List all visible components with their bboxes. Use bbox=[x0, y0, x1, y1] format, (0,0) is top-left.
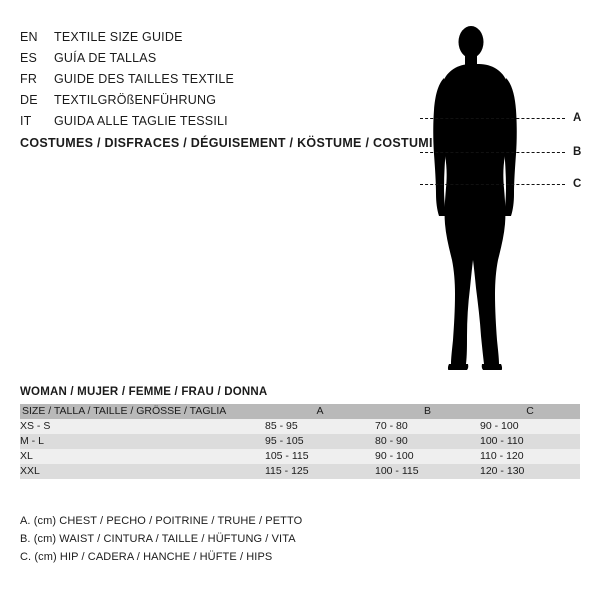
table-row bbox=[20, 449, 580, 464]
cell-b: 70 - 80 bbox=[375, 420, 408, 432]
language-code: FR bbox=[20, 72, 38, 86]
size-table-block bbox=[20, 386, 580, 479]
cell-b: 80 - 90 bbox=[375, 435, 408, 447]
measurement-marker-c bbox=[420, 178, 585, 190]
language-list bbox=[20, 30, 400, 135]
language-code: DE bbox=[20, 93, 38, 107]
cell-a: 105 - 115 bbox=[265, 450, 309, 462]
language-title: TEXTILE SIZE GUIDE bbox=[54, 30, 183, 44]
cell-a: 85 - 95 bbox=[265, 420, 298, 432]
cell-size: XS - S bbox=[20, 420, 51, 432]
page-title: COSTUMES / DISFRACES / DÉGUISEMENT / KÖSTUME / COSTUMI bbox=[20, 136, 433, 150]
language-row bbox=[20, 51, 400, 72]
marker-label-a: A bbox=[573, 112, 582, 124]
female-body-silhouette-icon bbox=[395, 20, 585, 370]
language-row bbox=[20, 72, 400, 93]
language-title: GUIDA ALLE TAGLIE TESSILI bbox=[54, 114, 228, 128]
marker-label-b: B bbox=[573, 146, 582, 158]
language-row bbox=[20, 114, 400, 135]
legend-row-c: C. (cm) HIP / CADERA / HANCHE / HÜFTE / HIPS bbox=[20, 551, 273, 563]
measurement-marker-b bbox=[420, 146, 585, 158]
cell-c: 90 - 100 bbox=[480, 420, 519, 432]
figure-illustration bbox=[395, 20, 585, 370]
language-title: TEXTILGRÖßENFÜHRUNG bbox=[54, 93, 217, 107]
table-row bbox=[20, 464, 580, 479]
cell-a: 95 - 105 bbox=[265, 435, 304, 447]
cell-size: XL bbox=[20, 450, 33, 462]
column-header-c: C bbox=[526, 405, 534, 417]
column-header-size: SIZE / TALLA / TAILLE / GRÖSSE / TAGLIA bbox=[22, 405, 227, 417]
legend-row-a: A. (cm) CHEST / PECHO / POITRINE / TRUHE / PETTO bbox=[20, 515, 303, 527]
cell-b: 100 - 115 bbox=[375, 465, 419, 477]
dashed-line-icon bbox=[420, 118, 565, 119]
language-title: GUIDE DES TAILLES TEXTILE bbox=[54, 72, 235, 86]
language-row bbox=[20, 30, 400, 51]
marker-label-c: C bbox=[573, 178, 582, 190]
cell-size: M - L bbox=[20, 435, 44, 447]
language-row bbox=[20, 93, 400, 114]
cell-b: 90 - 100 bbox=[375, 450, 414, 462]
table-row bbox=[20, 434, 580, 449]
table-row bbox=[20, 419, 580, 434]
cell-c: 100 - 110 bbox=[480, 435, 524, 447]
legend-row-b: B. (cm) WAIST / CINTURA / TAILLE / HÜFTUNG / VITA bbox=[20, 533, 296, 545]
cell-c: 120 - 130 bbox=[480, 465, 525, 477]
language-code: ES bbox=[20, 51, 38, 65]
language-title: GUÍA DE TALLAS bbox=[54, 51, 157, 65]
dashed-line-icon bbox=[420, 152, 565, 153]
language-code: EN bbox=[20, 30, 38, 44]
dashed-line-icon bbox=[420, 184, 565, 185]
language-code: IT bbox=[20, 114, 32, 128]
cell-c: 110 - 120 bbox=[480, 450, 524, 462]
measurement-legend bbox=[20, 512, 560, 566]
column-header-b: B bbox=[423, 405, 431, 417]
table-title: WOMAN / MUJER / FEMME / FRAU / DONNA bbox=[20, 386, 268, 398]
cell-a: 115 - 125 bbox=[265, 465, 309, 477]
table-header-row bbox=[20, 404, 580, 419]
cell-size: XXL bbox=[20, 465, 40, 477]
measurement-marker-a bbox=[420, 112, 585, 124]
size-table bbox=[20, 404, 580, 479]
column-header-a: A bbox=[316, 405, 324, 417]
